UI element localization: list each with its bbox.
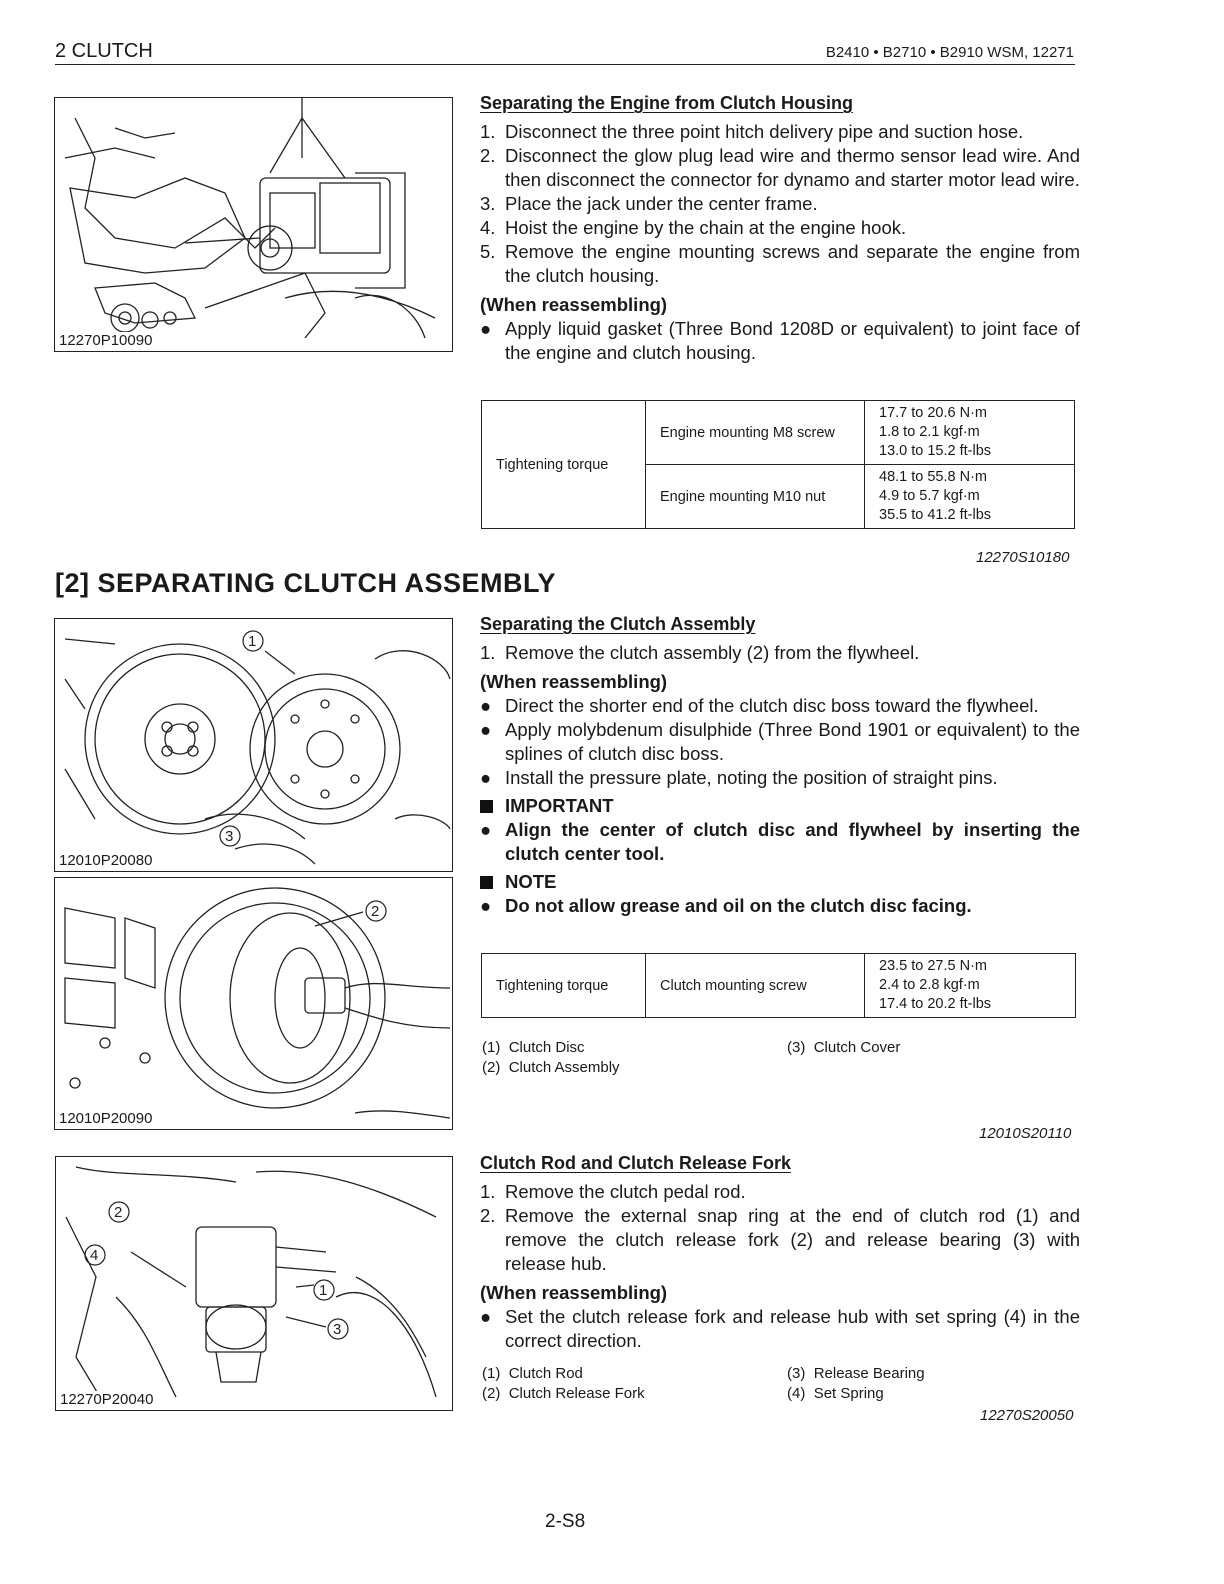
page-number: 2-S8 [545,1511,586,1532]
manual-id: B2410 • B2710 • B2910 WSM, 12271 [825,44,1074,61]
callout-2: 2 [114,1204,123,1221]
torque-values: 23.5 to 27.5 N·m 2.4 to 2.8 kgf·m 17.4 to 20.2 ft-lbs [865,954,1076,1018]
legend-item: (2) Clutch Assembly [482,1059,620,1076]
legend-clutch-col2 [787,1038,900,1058]
callout-1: 1 [319,1282,328,1299]
reassembling-heading: (When reassembling) [480,1282,668,1303]
legend-item: (3) Clutch Cover [787,1039,901,1056]
list-item: 4. Hoist the engine by the chain at the engine hook. [480,217,907,238]
figure-engine-hoist [54,97,453,352]
legend-item: (4) Set Spring [787,1385,884,1402]
main-section-heading: [2] SEPARATING CLUTCH ASSEMBLY [55,568,557,598]
square-bullet-icon [480,876,493,889]
list-item: ● Do not allow grease and oil on the clutch disc facing. [480,895,972,916]
figure-id-label: 12270P10090 [59,332,153,349]
legend-clutch [482,1038,620,1078]
list-item: ● Apply molybdenum disulphide (Three Bond 1901 or equivalent) to the splines of clutch disc boss. [480,719,1080,764]
callout-3: 3 [333,1321,342,1338]
legend-item: (3) Release Bearing [787,1365,925,1382]
torque-label: Tightening torque [482,954,646,1018]
reference-code: 12270S10180 [976,549,1070,566]
reassembling-heading: (When reassembling) [480,294,668,315]
figure-clutch-assembly [54,877,453,1130]
legend-item: (2) Clutch Release Fork [482,1385,645,1402]
list-item: 2. Disconnect the glow plug lead wire and thermo sensor lead wire. And then disconnect the connector for dynamo and starter motor lead wire. [480,145,1080,190]
figure-id-label: 12010P20080 [59,852,153,869]
torque-label: Tightening torque [482,401,646,529]
list-item: 1. Remove the clutch pedal rod. [480,1181,746,1202]
list-item: 1. Disconnect the three point hitch delivery pipe and suction hose. [480,121,1024,142]
reassembling-heading: (When reassembling) [480,671,668,692]
callout-2: 2 [371,903,380,920]
legend-release-fork [482,1364,645,1404]
engine-separation-steps [480,120,1080,365]
torque-values: 48.1 to 55.8 N·m 4.9 to 5.7 kgf·m 35.5 to 41.2 ft-lbs [865,465,1075,529]
section-title-clutch-assembly: Separating the Clutch Assembly [480,614,756,634]
list-item: ● Apply liquid gasket (Three Bond 1208D or equivalent) to joint face of the engine and clutch housing. [480,318,1080,363]
legend-item: (1) Clutch Rod [482,1365,583,1382]
list-item: ● Align the center of clutch disc and flywheel by inserting the clutch center tool. [480,819,1080,864]
list-item: ● Set the clutch release fork and release hub with set spring (4) in the correct direction. [480,1306,1080,1351]
note-heading: NOTE [480,870,1080,894]
torque-item: Engine mounting M10 nut [646,465,865,529]
reference-code: 12270S20050 [980,1407,1074,1424]
list-item: ● Install the pressure plate, noting the position of straight pins. [480,767,998,788]
list-item: 5. Remove the engine mounting screws and separate the engine from the clutch housing. [480,241,1080,286]
figure-id-label: 12010P20090 [59,1110,153,1127]
list-item: ● Direct the shorter end of the clutch disc boss toward the flywheel. [480,695,1039,716]
important-heading: IMPORTANT [480,794,1080,818]
release-fork-illustration [56,1157,452,1410]
callout-4: 4 [90,1247,99,1264]
square-bullet-icon [480,800,493,813]
torque-table-engine [481,400,1075,529]
figure-clutch-flywheel [54,618,453,872]
torque-item: Clutch mounting screw [646,954,865,1018]
clutch-flywheel-illustration [55,619,452,871]
header-rule [55,64,1075,65]
legend-release-fork-col2 [787,1364,925,1404]
section-title-engine-separation: Separating the Engine from Clutch Housing [480,93,854,113]
reference-code: 12010S20110 [979,1125,1072,1142]
chapter-title: 2 CLUTCH [55,40,153,62]
release-fork-steps [480,1180,1080,1353]
figure-release-fork [55,1156,453,1411]
torque-values: 17.7 to 20.6 N·m 1.8 to 2.1 kgf·m 13.0 to 15.2 ft-lbs [865,401,1075,465]
list-item: 1. Remove the clutch assembly (2) from the flywheel. [480,642,920,663]
list-item: 3. Place the jack under the center frame. [480,193,818,214]
clutch-assembly-illustration [55,878,452,1129]
clutch-assembly-steps [480,641,1080,918]
callout-3: 3 [225,828,234,845]
torque-item: Engine mounting M8 screw [646,401,865,465]
engine-hoist-illustration [55,98,452,351]
torque-table-clutch [481,953,1076,1018]
section-title-release-fork: Clutch Rod and Clutch Release Fork [480,1153,792,1173]
callout-1: 1 [248,633,257,650]
figure-id-label: 12270P20040 [60,1391,154,1408]
list-item: 2. Remove the external snap ring at the end of clutch rod (1) and remove the clutch release fork (2) and release bearing (3) with release hub. [480,1205,1080,1274]
legend-item: (1) Clutch Disc [482,1039,585,1056]
